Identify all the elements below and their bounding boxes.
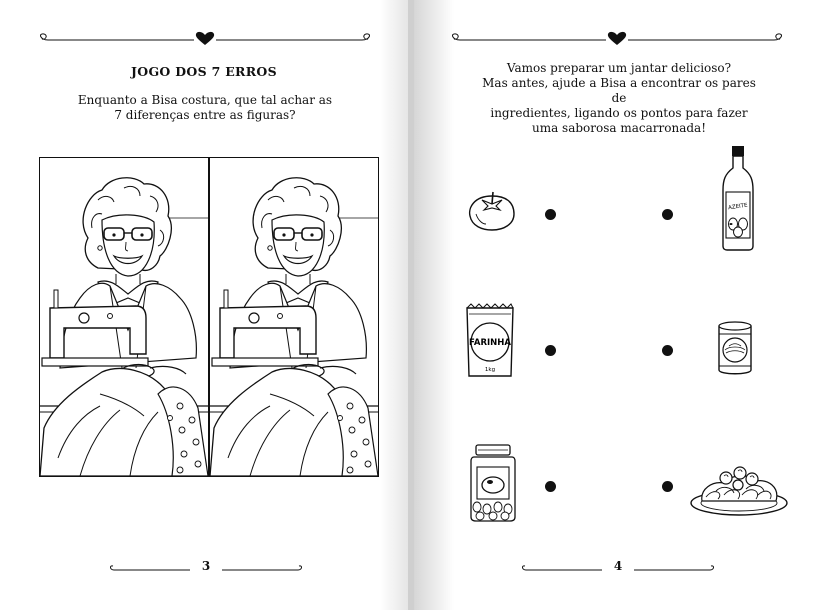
- page-number: 4: [613, 559, 623, 573]
- left-intro-text: [60, 93, 350, 123]
- flour-bag-icon: [463, 302, 517, 380]
- connect-dot-left-2[interactable]: [545, 345, 556, 356]
- original-illustration-panel[interactable]: [39, 157, 209, 477]
- right-page: [414, 0, 823, 610]
- page-number: 3: [201, 559, 211, 573]
- connect-dot-left-1[interactable]: [545, 209, 556, 220]
- oil-label: AZEITE: [727, 202, 748, 212]
- connect-dot-right-1[interactable]: [662, 209, 673, 220]
- olive-jar-icon: [468, 443, 518, 523]
- flour-label: FARINHA: [469, 338, 511, 348]
- olive-oil-bottle-icon: [721, 144, 755, 252]
- intro-line: Vamos preparar um jantar delicioso?: [506, 61, 732, 75]
- intro-line: 7 diferenças entre as figuras?: [114, 108, 296, 122]
- top-ornament-divider: [446, 31, 788, 47]
- spine-shadow-right: [414, 0, 454, 610]
- intro-line: Enquanto a Bisa costura, que tal achar as: [77, 93, 333, 107]
- left-page: [0, 0, 408, 610]
- spine-shadow-left: [380, 0, 408, 610]
- connect-dot-left-3[interactable]: [545, 481, 556, 492]
- flour-weight: 1kg: [484, 367, 496, 373]
- intro-line: uma saborosa macarronada!: [531, 121, 707, 135]
- differences-illustration-panel[interactable]: [209, 157, 379, 477]
- tomato-icon: [466, 188, 518, 232]
- heart-icon: [196, 32, 214, 45]
- grandma-sewing-illustration: [40, 158, 208, 476]
- connect-dot-right-3[interactable]: [662, 481, 673, 492]
- tomato-can-icon: [715, 320, 755, 378]
- page-title: JOGO DOS 7 ERROS: [131, 64, 277, 79]
- connect-dot-right-2[interactable]: [662, 345, 673, 356]
- top-ornament-divider: [34, 31, 376, 47]
- grandma-sewing-illustration-copy: [210, 158, 378, 476]
- heart-icon: [608, 32, 626, 45]
- intro-line: ingredientes, ligando os pontos para fazer: [490, 106, 748, 120]
- right-intro-text: [474, 61, 764, 136]
- spaghetti-plate-icon: [688, 463, 790, 519]
- intro-line: Mas antes, ajude a Bisa a encontrar os pares de: [482, 76, 756, 105]
